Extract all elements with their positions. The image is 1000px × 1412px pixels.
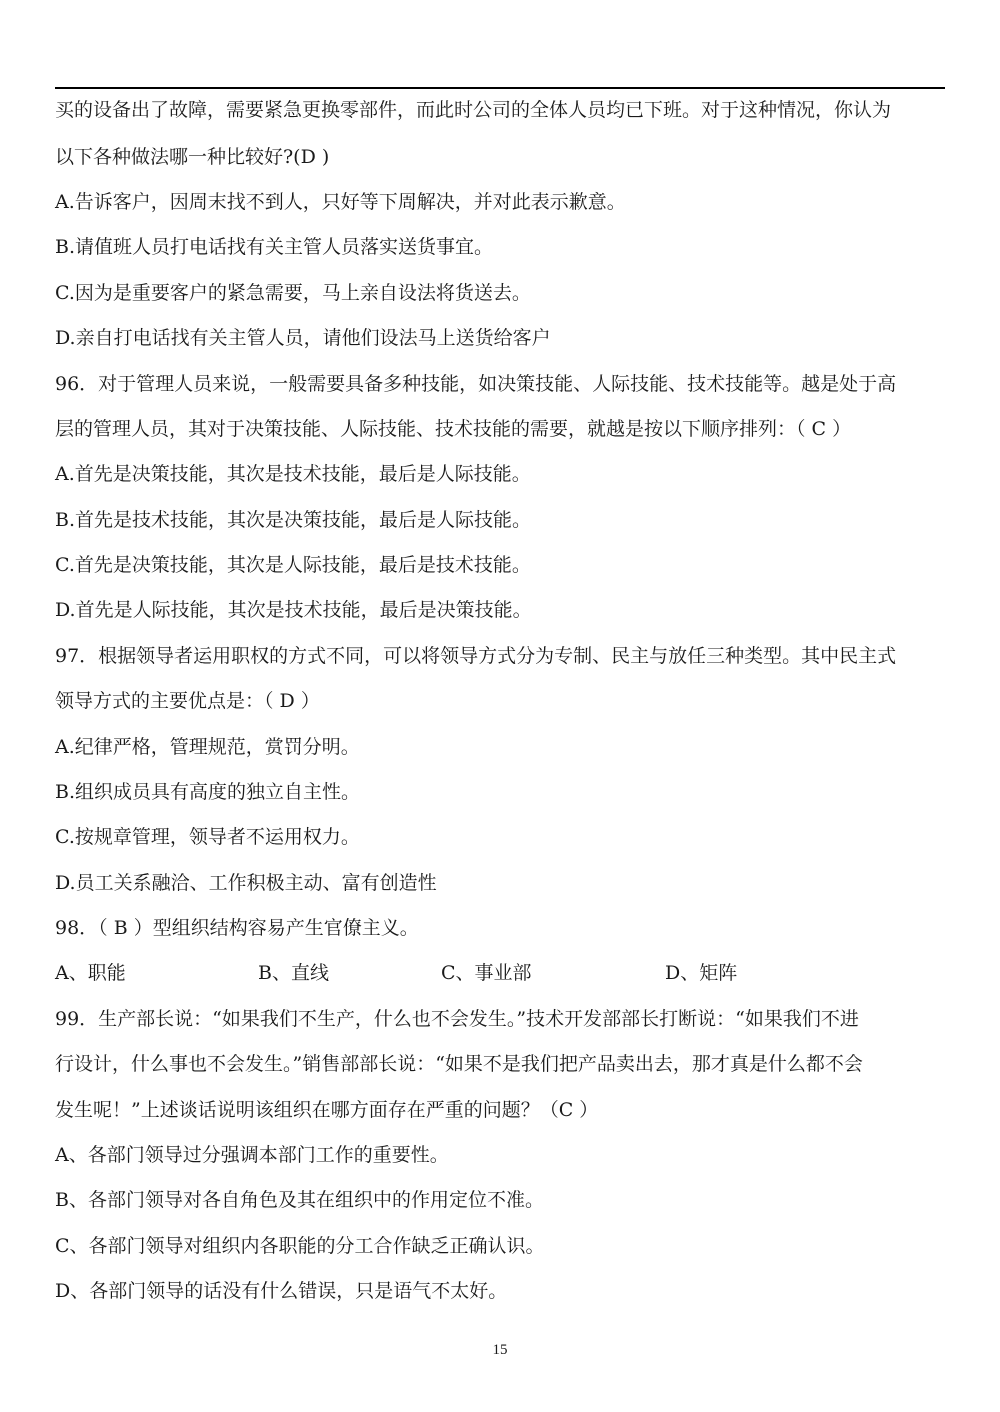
option-line: B.首先是技术技能，其次是决策技能，最后是人际技能。: [55, 509, 532, 531]
option-line: C.按规章管理，领导者不运用权力。: [55, 826, 360, 848]
option-line: D、各部门领导的话没有什么错误，只是语气不太好。: [55, 1280, 508, 1302]
option-line: C.首先是决策技能，其次是人际技能，最后是技术技能。: [55, 554, 531, 576]
q98-option-b: B、直线: [258, 962, 329, 984]
text-line: 以下各种做法哪一种比较好?(D ): [55, 146, 330, 168]
q98-option-c: C、事业部: [441, 962, 532, 984]
option-line: B.请值班人员打电话找有关主管人员落实送货事宜。: [55, 236, 494, 258]
option-line: C.因为是重要客户的紧急需要，马上亲自设法将货送去。: [55, 282, 531, 304]
option-line: B.组织成员具有高度的独立自主性。: [55, 781, 361, 803]
question-97: 97．根据领导者运用职权的方式不同，可以将领导方式分为专制、民主与放任三种类型。其中民主式: [55, 645, 897, 667]
text-line: 层的管理人员，其对于决策技能、人际技能、技术技能的需要，就越是按以下顺序排列：（ C ）: [55, 418, 852, 440]
question-96: 96．对于管理人员来说，一般需要具备多种技能，如决策技能、人际技能、技术技能等。越是处于高: [55, 373, 897, 395]
text-line: 买的设备出了故障，需要紧急更换零部件，而此时公司的全体人员均已下班。对于这种情况，你认为: [55, 99, 892, 121]
option-line: A.告诉客户，因周末找不到人，只好等下周解决，并对此表示歉意。: [55, 191, 626, 213]
option-line: D.员工关系融洽、工作积极主动、富有创造性: [55, 872, 437, 894]
question-98: 98．（ B ）型组织结构容易产生官僚主义。: [55, 917, 419, 939]
question-99: 99．生产部长说：“如果我们不生产，什么也不会发生。”技术开发部部长打断说：“如果我们不进: [55, 1008, 859, 1030]
option-line: D.亲自打电话找有关主管人员，请他们设法马上送货给客户: [55, 327, 551, 349]
option-line: C、各部门领导对组织内各职能的分工合作缺乏正确认识。: [55, 1235, 545, 1257]
q98-option-a: A、职能: [55, 962, 126, 984]
option-line: B、各部门领导对各自角色及其在组织中的作用定位不准。: [55, 1189, 544, 1211]
text-line: 领导方式的主要优点是：（ D ）: [55, 690, 320, 712]
option-line: A.纪律严格，管理规范，赏罚分明。: [55, 736, 360, 758]
option-line: A.首先是决策技能，其次是技术技能，最后是人际技能。: [55, 463, 531, 485]
text-line: 发生呢！”上述谈话说明该组织在哪方面存在严重的问题？（C ）: [55, 1099, 599, 1121]
option-line: D.首先是人际技能，其次是技术技能，最后是决策技能。: [55, 599, 532, 621]
q98-option-d: D、矩阵: [665, 962, 738, 984]
option-line: A、各部门领导过分强调本部门工作的重要性。: [55, 1144, 449, 1166]
page-number: 15: [492, 1342, 508, 1358]
header-rule: [55, 87, 945, 89]
text-line: 行设计，什么事也不会发生。”销售部部长说：“如果不是我们把产品卖出去，那才真是什么都不会: [55, 1053, 863, 1075]
